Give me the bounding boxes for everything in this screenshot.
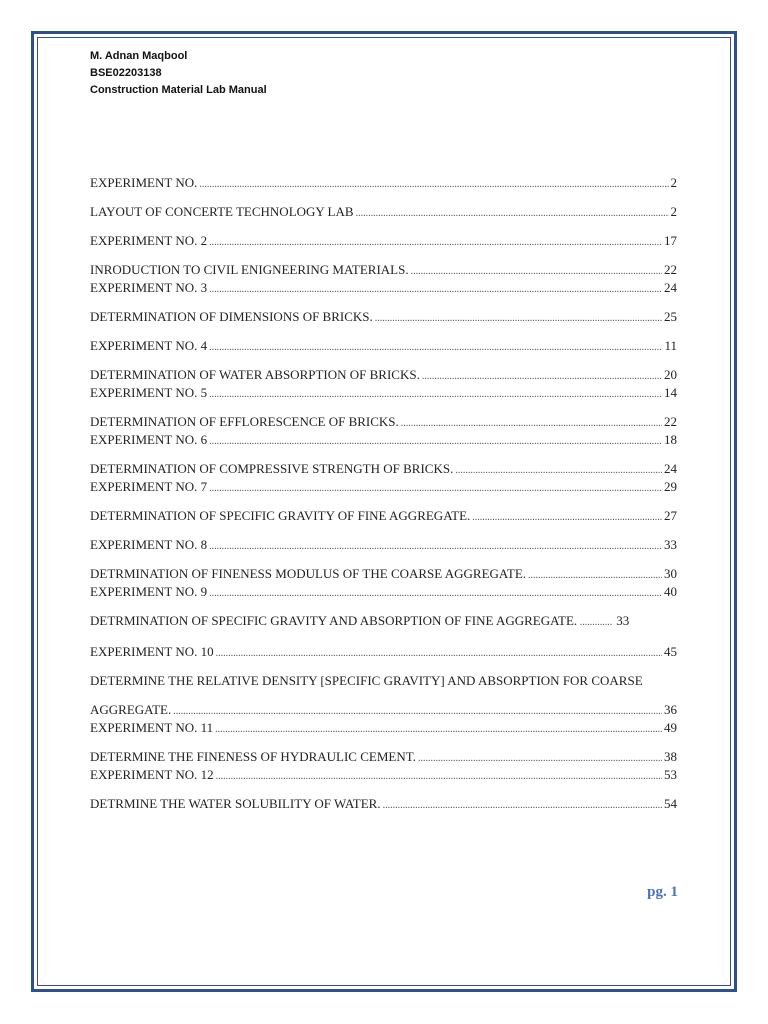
- toc-entry-title: EXPERIMENT NO. 11: [90, 720, 214, 735]
- toc-entry[interactable]: [90, 174, 677, 192]
- toc-entry[interactable]: [90, 507, 677, 525]
- toc-entry-title: EXPERIMENT NO. 6: [90, 432, 208, 447]
- toc-entry-title: DETERMINATION OF SPECIFIC GRAVITY OF FINE AGGREGATE.: [90, 508, 471, 523]
- toc-leader-dots: [422, 368, 662, 386]
- toc-entry-title: DETERMINATION OF DIMENSIONS OF BRICKS.: [90, 309, 373, 324]
- toc-entry[interactable]: [90, 203, 677, 221]
- toc-entry[interactable]: [90, 279, 677, 297]
- toc-entry-page: 33: [664, 537, 677, 552]
- toc-leader-dots: [528, 567, 662, 585]
- toc-entry[interactable]: [90, 643, 677, 661]
- toc-entry[interactable]: [90, 748, 677, 766]
- toc-entry[interactable]: [90, 431, 677, 449]
- toc-entry[interactable]: [90, 460, 677, 478]
- toc-leader-dots: [472, 509, 662, 527]
- toc-entry-title: DETRMINATION OF FINENESS MODULUS OF THE COARSE AGGREGATE.: [90, 566, 527, 581]
- toc-entry-page: 30: [664, 566, 677, 581]
- toc-entry-page: 11: [664, 338, 677, 353]
- toc-entry-page: 22: [664, 414, 677, 429]
- toc-entry-page: 38: [664, 749, 677, 764]
- toc-leader-dots: [209, 339, 662, 357]
- table-of-contents: [90, 174, 677, 813]
- toc-entry-page: 33: [616, 613, 630, 628]
- toc-entry-page: 20: [664, 367, 677, 382]
- toc-entry[interactable]: [90, 261, 677, 279]
- toc-entry-title: DETERMINE THE RELATIVE DENSITY [SPECIFIC GRAVITY] AND ABSORPTION FOR COARSE: [90, 673, 643, 688]
- toc-entry[interactable]: [90, 719, 677, 737]
- toc-entry[interactable]: [90, 612, 677, 632]
- toc-entry[interactable]: [90, 583, 677, 601]
- toc-entry-title: EXPERIMENT NO. 3: [90, 280, 208, 295]
- page-number: pg. 1: [647, 884, 678, 900]
- toc-entry-title: DETRMINATION OF SPECIFIC GRAVITY AND ABSORPTION OF FINE AGGREGATE.: [90, 613, 578, 628]
- document-header: [90, 48, 267, 99]
- toc-entry[interactable]: [90, 337, 677, 355]
- toc-leader-dots: [209, 585, 662, 603]
- toc-leader-dots: [418, 750, 662, 768]
- toc-entry-title: EXPERIMENT NO. 12: [90, 767, 214, 782]
- toc-entry-page: 18: [664, 432, 677, 447]
- toc-entry[interactable]: [90, 232, 677, 250]
- toc-leader-dots: [199, 176, 668, 194]
- toc-entry-title: EXPERIMENT NO. 9: [90, 584, 208, 599]
- toc-entry-page: 17: [664, 233, 677, 248]
- toc-leader-dots: [209, 386, 662, 404]
- student-id: BSE02203138: [90, 67, 162, 79]
- toc-entry[interactable]: [90, 384, 677, 402]
- toc-entry[interactable]: [90, 308, 677, 326]
- toc-leader-dots: [455, 462, 662, 480]
- author-name: M. Adnan Maqbool: [90, 50, 188, 62]
- toc-leader-dots: [209, 480, 662, 498]
- toc-leader-dots: [215, 721, 662, 739]
- toc-leader-dots: [401, 415, 662, 433]
- toc-entry-page: 49: [664, 720, 677, 735]
- toc-leader-dots: .............: [577, 617, 613, 628]
- toc-leader-dots: [209, 538, 662, 556]
- toc-leader-dots: [209, 281, 662, 299]
- toc-entry-title: EXPERIMENT NO. 7: [90, 479, 208, 494]
- toc-leader-dots: [411, 263, 662, 281]
- toc-entry[interactable]: [90, 795, 677, 813]
- toc-leader-dots: [375, 310, 662, 328]
- toc-entry[interactable]: [90, 766, 677, 784]
- toc-leader-dots: [209, 234, 662, 252]
- toc-entry[interactable]: [90, 366, 677, 384]
- toc-leader-dots: [209, 433, 662, 451]
- toc-entry-title: EXPERIMENT NO. 8: [90, 537, 208, 552]
- toc-entry-page: 29: [664, 479, 677, 494]
- toc-entry[interactable]: [90, 565, 677, 583]
- toc-entry-title: DETERMINATION OF EFFLORESCENCE OF BRICKS.: [90, 414, 399, 429]
- toc-entry-title: EXPERIMENT NO. 4: [90, 338, 208, 353]
- toc-entry-page: 54: [664, 796, 677, 811]
- toc-entry[interactable]: [90, 536, 677, 554]
- toc-leader-dots: [173, 703, 662, 721]
- toc-entry-title: DETRMINE THE WATER SOLUBILITY OF WATER.: [90, 796, 381, 811]
- toc-entry[interactable]: [90, 478, 677, 496]
- toc-entry-page: 40: [664, 584, 677, 599]
- toc-entry[interactable]: [90, 672, 677, 690]
- document-subtitle: Construction Material Lab Manual: [90, 84, 267, 96]
- toc-entry-title: DETERMINATION OF WATER ABSORPTION OF BRICKS.: [90, 367, 420, 382]
- toc-leader-dots: [356, 205, 669, 223]
- toc-entry-page: 22: [664, 262, 677, 277]
- toc-leader-dots: [383, 797, 662, 815]
- toc-entry-title: EXPERIMENT NO. 5: [90, 385, 208, 400]
- toc-entry[interactable]: [90, 701, 677, 719]
- toc-entry-title: INRODUCTION TO CIVIL ENIGNEERING MATERIALS.: [90, 262, 409, 277]
- toc-entry-title: EXPERIMENT NO.: [90, 175, 198, 190]
- toc-entry-page: 45: [664, 644, 677, 659]
- toc-entry-title: AGGREGATE.: [90, 702, 172, 717]
- toc-entry-page: 2: [670, 175, 677, 190]
- toc-leader-dots: [216, 645, 662, 663]
- toc-entry[interactable]: [90, 413, 677, 431]
- toc-entry-page: 24: [664, 461, 677, 476]
- toc-entry-title: LAYOUT OF CONCERTE TECHNOLOGY LAB: [90, 204, 354, 219]
- toc-entry-page: 36: [664, 702, 677, 717]
- toc-entry-page: 14: [664, 385, 677, 400]
- toc-entry-title: DETERMINE THE FINENESS OF HYDRAULIC CEMENT.: [90, 749, 416, 764]
- toc-entry-title: EXPERIMENT NO. 2: [90, 233, 208, 248]
- toc-entry-title: EXPERIMENT NO. 10: [90, 644, 214, 659]
- toc-entry-page: 25: [664, 309, 677, 324]
- toc-entry-title: DETERMINATION OF COMPRESSIVE STRENGTH OF BRICKS.: [90, 461, 454, 476]
- toc-leader-dots: [216, 768, 662, 786]
- toc-entry-page: 2: [670, 204, 677, 219]
- toc-entry-page: 27: [664, 508, 677, 523]
- toc-entry-page: 53: [664, 767, 677, 782]
- toc-entry-page: 24: [664, 280, 677, 295]
